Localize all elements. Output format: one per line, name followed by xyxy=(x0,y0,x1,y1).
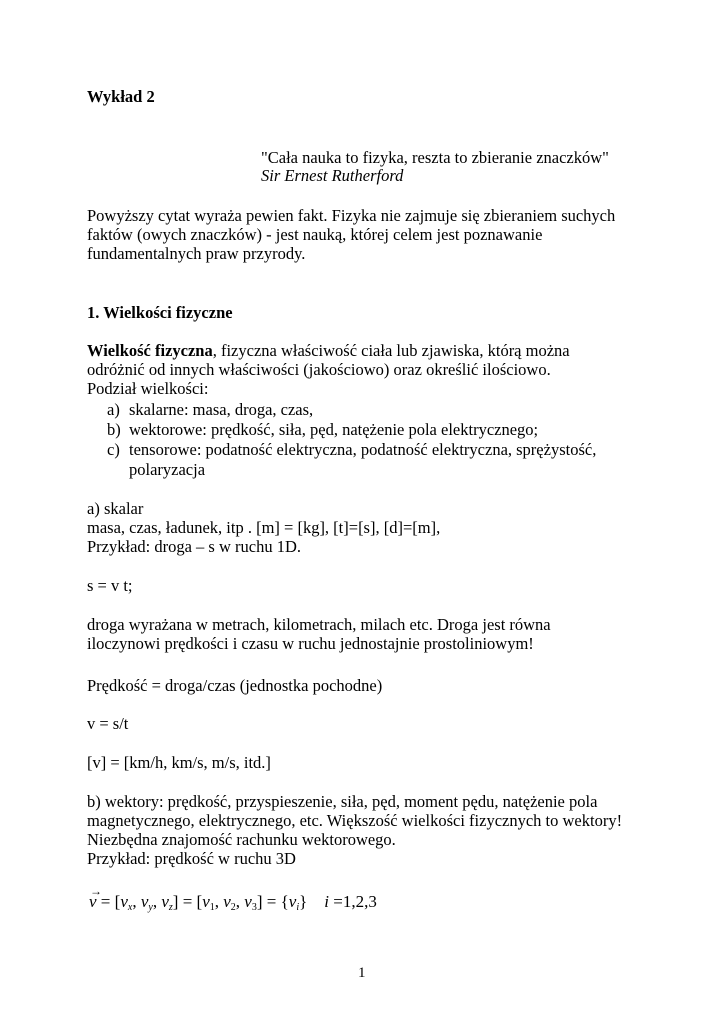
speed-units: [v] = [km/h, km/s, m/s, itd.] xyxy=(87,753,271,772)
list-item-c-continued: polaryzacja xyxy=(129,460,206,479)
vector-line-1: b) wektory: prędkość, przyspieszenie, siła, pęd, moment pędu, natężenie pola xyxy=(87,792,598,811)
scalar-heading: a) skalar xyxy=(87,499,144,518)
list-item-a: skalarne: masa, droga, czas, xyxy=(129,400,314,419)
definition-line-1 xyxy=(87,341,570,361)
quote-author: Sir Ernest Rutherford xyxy=(261,166,404,185)
scalar-line-1: masa, czas, ładunek, itp . [m] = [kg], [t]=[s], [d]=[m], xyxy=(87,518,441,537)
definition-term: Wielkość fizyczna xyxy=(87,341,213,360)
list-item-c: tensorowe: podatność elektryczna, podatność elektryczna, sprężystość, xyxy=(129,440,597,459)
intro-line-1: Powyższy cytat wyraża pewien fakt. Fizyka nie zajmuje się zbieraniem suchych xyxy=(87,206,616,225)
distance-desc-2: iloczynowi prędkości i czasu w ruchu jednostajnie prostoliniowym! xyxy=(87,634,534,653)
vector-line-3: Niezbędna znajomość rachunku wektorowego. xyxy=(87,830,396,849)
list-marker-c: c) xyxy=(107,440,120,459)
scalar-line-2: Przykład: droga – s w ruchu 1D. xyxy=(87,537,302,556)
page-number: 1 xyxy=(358,965,366,981)
list-item-b: wektorowe: prędkość, siła, pęd, natężenie pola elektrycznego; xyxy=(129,420,539,439)
division-label: Podział wielkości: xyxy=(87,379,209,398)
velocity-vector-symbol: → v xyxy=(89,890,97,914)
speed-formula: v = s/t xyxy=(87,714,129,733)
speed-definition: Prędkość = droga/czas (jednostka pochodne) xyxy=(87,676,383,695)
lecture-title: Wykład 2 xyxy=(87,87,155,106)
list-marker-b: b) xyxy=(107,420,121,439)
velocity-vector-formula: → $v = [v_x$, $v_y$, $v_z] = [v_1$, $v_2$, $v_3] = \{v_i\}$ i =1,2,3 xyxy=(89,890,377,920)
definition-line-2: odróżnić od innych właściwości (jakościowo) oraz określić ilościowo. xyxy=(87,360,551,379)
list-marker-a: a) xyxy=(107,400,120,419)
section-heading: 1. Wielkości fizyczne xyxy=(87,303,233,322)
vector-line-2: magnetycznego, elektrycznego, etc. Większość wielkości fizycznych to wektory! xyxy=(87,811,623,830)
intro-line-3: fundamentalnych praw przyrody. xyxy=(87,244,306,263)
distance-desc-1: droga wyrażana w metrach, kilometrach, milach etc. Droga jest równa xyxy=(87,615,551,634)
definition-rest: , fizyczna właściwość ciała lub zjawiska, którą można xyxy=(212,341,570,360)
intro-line-2: faktów (owych znaczków) - jest nauką, której celem jest poznawanie xyxy=(87,225,543,244)
distance-formula: s = v t; xyxy=(87,576,133,595)
quote-text: "Cała nauka to fizyka, reszta to zbieranie znaczków" xyxy=(261,148,609,167)
vector-line-4: Przykład: prędkość w ruchu 3D xyxy=(87,849,296,868)
